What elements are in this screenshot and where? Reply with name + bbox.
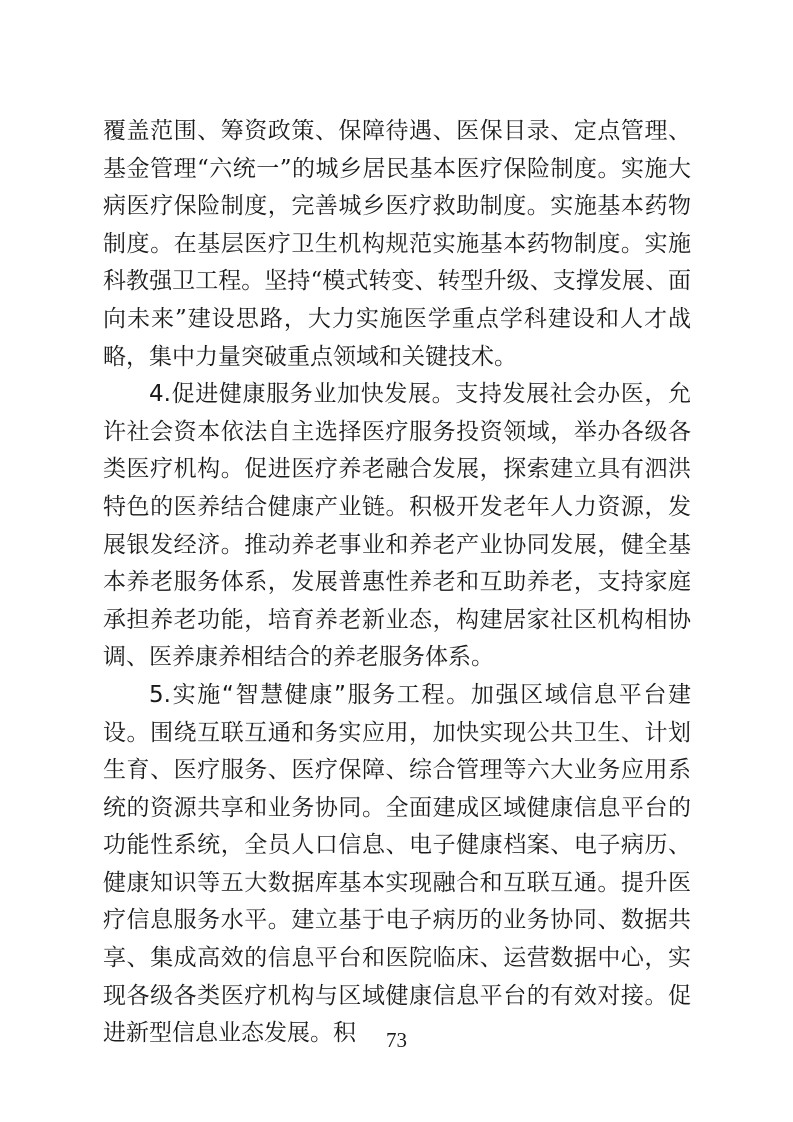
paragraph-2 — [103, 376, 691, 677]
text-run: 支持发展社会办医，允许社会资本依法自主选择医疗服务投资领域，举办各级各类医疗机构。 — [103, 381, 691, 483]
paragraph-3 — [103, 677, 691, 1053]
text-run: 建立基于电子病历的业务协同、数据共享、集成高效的信息平台和医院临床、运营数据中心，实现各级各类医疗机构与区域健康信息平台的有效对接。 — [103, 907, 692, 1009]
emphasized-phrase: 实施科教强卫工程。 — [103, 230, 692, 295]
page-number: 73 — [386, 1028, 407, 1052]
paragraph-1 — [103, 113, 691, 376]
emphasized-phrase: 促进新型信息业态发展。 — [103, 982, 691, 1047]
emphasized-phrase: 提升医疗信息服务水平。 — [103, 869, 692, 934]
text-run: 积 — [333, 1020, 356, 1047]
text-run: 围绕互联互通和务实应用，加快实现公共卫生、计划生育、医疗服务、医疗保障、综合管理等六大业务应用系统的资源共享和业务协同。全面建成区域健康信息平台的功能性系统，全员人口信息、电子健康档案、电子病历、健康知识等五大数据库基本实现融合和互联互通。 — [103, 719, 692, 896]
emphasized-phrase: 促进医疗养老融合发展， — [244, 456, 504, 483]
text-run: 坚持“模式转变、转型升级、支撑发展、面向未来”建设思路，大力实施医学重点学科建设和人才战略，集中力量突破重点领域和关键技术。 — [103, 268, 692, 370]
text-run: 覆盖范围、筹资政策、保障待遇、医保目录、定点管理、基金管理“六统一”的城乡居民基本医疗保险制度。实施大病医疗保险制度，完善城乡医疗救助制度。 — [103, 118, 691, 220]
emphasized-phrase: 4.促进健康服务业加快发展。 — [149, 381, 456, 408]
text-run: 在基层医疗卫生机构规范实施基本药物制度。 — [173, 230, 645, 257]
text-run: 探索建立具有泗洪特色的医养结合健康产业链。积极开发老年人力资源，发展银发经济。推动养老事业和养老产业协同发展，健全基本养老服务体系，发展普惠性养老和互助养老，支持家庭承担养老功能，培育养老新业态，构建居家社区机构相协调、医养康养相结合的养老服务体系。 — [103, 456, 692, 671]
body-text — [103, 113, 691, 1053]
emphasized-phrase: 5.实施“智慧健康”服务工程。 — [149, 681, 471, 708]
emphasized-phrase: 实施基本药物制度。 — [103, 193, 692, 257]
emphasized-phrase: 加强区域信息平台建设。 — [103, 681, 691, 746]
